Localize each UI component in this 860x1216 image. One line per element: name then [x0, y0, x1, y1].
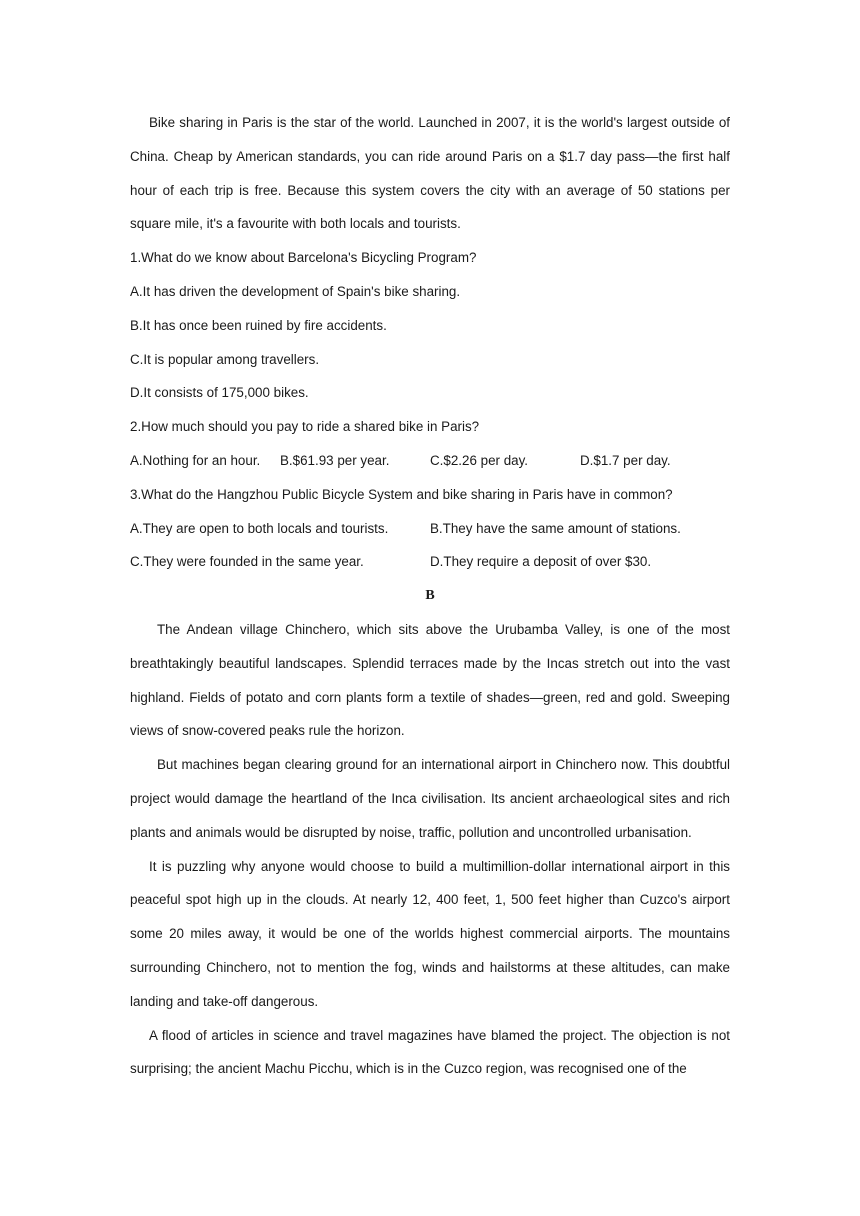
question-2-option-a: A.Nothing for an hour.: [130, 452, 261, 468]
question-1-stem: 1.What do we know about Barcelona's Bicycling Program?: [130, 250, 477, 266]
passage-a-paragraph: Bike sharing in Paris is the star of the world. Launched in 2007, it is the world's largest outside of China. Cheap by American standards, you can ride around Paris on a $1.7 day pass—the first half hour of each trip is free. Because this system covers the city with an average of 50 stations per square mile, it's a favourite with both locals and tourists.: [130, 115, 730, 232]
page-content: [130, 106, 730, 1086]
question-3-option-c: C.They were founded in the same year.: [130, 554, 364, 570]
question-3-option-d: D.They require a deposit of over $30.: [430, 554, 652, 570]
question-1-option-b: B.It has once been ruined by fire accidents.: [130, 317, 387, 333]
question-3-option-a: A.They are open to both locals and tourists.: [130, 520, 389, 536]
passage-b-paragraph-1: The Andean village Chinchero, which sits above the Urubamba Valley, is one of the most breathtakingly beautiful landscapes. Splendid terraces made by the Incas stretch out into the vast highland. Fields of potato and corn plants form a textile of shades—green, red and gold. Sweeping views of snow-covered peaks rule the horizon.: [130, 621, 730, 739]
question-2-stem: 2.How much should you pay to ride a shared bike in Paris?: [130, 419, 480, 435]
question-1-option-a: A.It has driven the development of Spain's bike sharing.: [130, 283, 461, 299]
passage-b-paragraph-4: A flood of articles in science and travel magazines have blamed the project. The objection is not surprising; the ancient Machu Picchu, which is in the Cuzco region, was recognised one of the: [130, 1027, 730, 1077]
question-3-option-b: B.They have the same amount of stations.: [430, 520, 681, 536]
question-1-option-c: C.It is popular among travellers.: [130, 351, 320, 367]
question-3-stem: 3.What do the Hangzhou Public Bicycle System and bike sharing in Paris have in common?: [130, 486, 673, 502]
question-2-option-c: C.$2.26 per day.: [430, 452, 529, 468]
question-3-options-row-2: [130, 545, 730, 579]
passage-b-paragraph-3: It is puzzling why anyone would choose to build a multimillion-dollar international airport in this peaceful spot high up in the clouds. At nearly 12, 400 feet, 1, 500 feet higher than Cuzco's airport some 20 miles away, it would be one of the worlds highest commercial airports. The mountains surrounding Chinchero, not to mention the fog, winds and hailstorms at these altitudes, can make landing and take-off dangerous.: [130, 858, 730, 1009]
question-2-options: [130, 444, 730, 478]
question-2-option-b: B.$61.93 per year.: [280, 452, 390, 468]
section-b-heading: B: [425, 588, 435, 604]
question-2-option-d: D.$1.7 per day.: [580, 452, 671, 468]
question-1-option-d: D.It consists of 175,000 bikes.: [130, 385, 309, 401]
question-3-options-row-1: [130, 512, 730, 546]
passage-b-paragraph-2: But machines began clearing ground for an international airport in Chinchero now. This doubtful project would damage the heartland of the Inca civilisation. Its ancient archaeological sites and rich plants and animals would be disrupted by noise, traffic, pollution and uncontrolled urbanisation.: [130, 757, 730, 840]
